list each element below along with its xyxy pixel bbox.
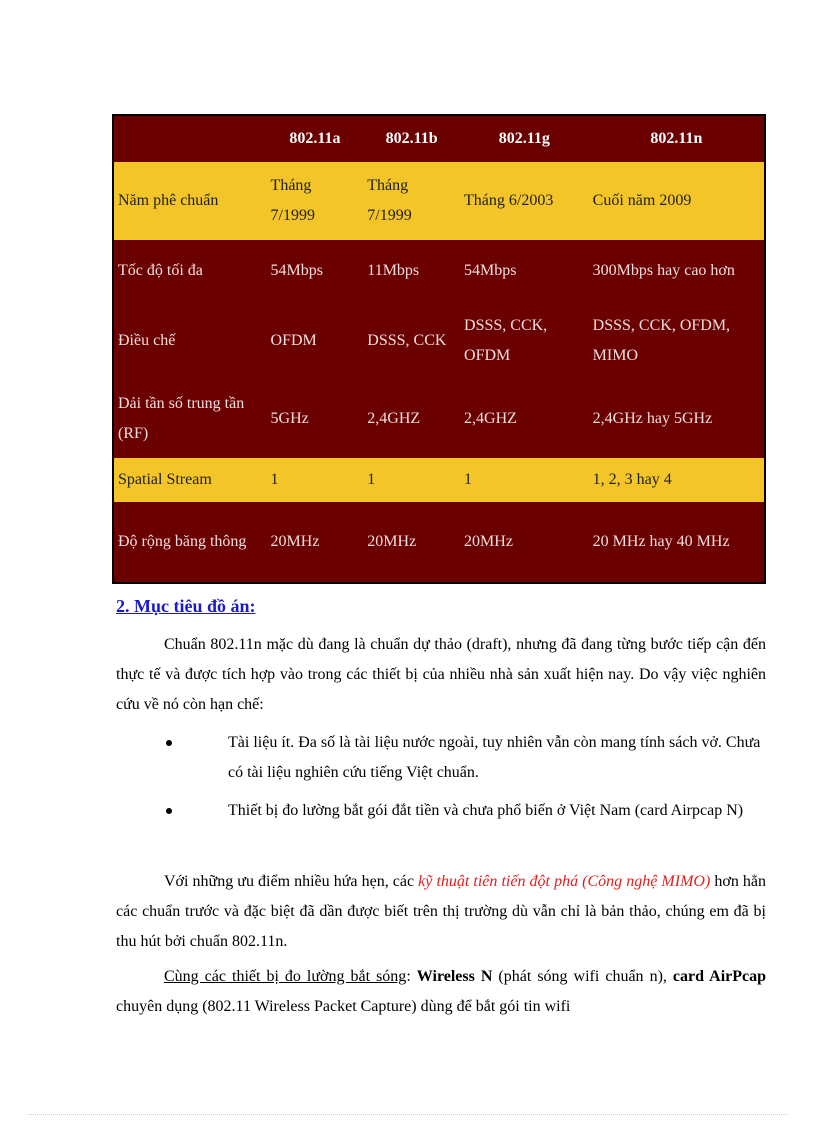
underlined-text: Cùng các thiết bị đo lường bắt sóng	[164, 968, 407, 985]
table-row	[113, 458, 765, 502]
table-row	[113, 162, 765, 240]
paragraph-text: (phát sóng wifi chuẩn n),	[492, 968, 673, 985]
row-label: Năm phê chuẩn	[118, 192, 219, 209]
table-cell: 1	[270, 471, 279, 488]
table-cell: 2,4GHz hay 5GHz	[592, 410, 713, 427]
bullet-icon	[166, 740, 172, 746]
table-cell: Tháng 7/1999	[367, 177, 412, 224]
table-cell: 2,4GHZ	[464, 410, 517, 427]
table-row	[113, 240, 765, 302]
table-cell: Tháng 6/2003	[464, 192, 554, 209]
page-bottom-rule	[28, 1114, 788, 1115]
table-cell: 2,4GHZ	[367, 410, 421, 427]
bullet-icon	[166, 808, 172, 814]
table-cell: 20MHz	[270, 533, 320, 550]
table-row	[113, 502, 765, 583]
list-item-text: Thiết bị đo lường bắt gói đắt tiền và chưa phổ biến ở Việt Nam (card Airpcap N)	[228, 802, 744, 819]
table-cell: Cuối năm 2009	[592, 192, 692, 209]
table-cell: 20 MHz hay 40 MHz	[592, 533, 730, 550]
paragraph-text: chuyên dụng (802.11 Wireless Packet Capture) dùng để bắt gói tin wifi	[116, 998, 571, 1015]
header-cell: 802.11b	[385, 130, 438, 147]
wifi-standards-table	[112, 114, 766, 584]
table-cell: OFDM	[270, 332, 317, 349]
header-cell: 802.11a	[289, 130, 341, 147]
table-cell: DSSS, CCK	[367, 332, 447, 349]
list-item-text: Tài liệu ít. Đa số là tài liệu nước ngoài, tuy nhiên vẫn còn mang tính sách vở. Chưa có tài liệu nghiên cứu tiếng Việt chuẩn.	[228, 734, 761, 781]
bold-term-airpcap: card AirPcap	[672, 968, 767, 985]
paragraph-text: Với những ưu điểm nhiều hứa hẹn, các	[164, 873, 419, 890]
header-cell	[113, 115, 267, 162]
header-cell: 802.11n	[650, 130, 703, 147]
paragraph-text: hơn hẳn các chuẩn trước và đặc biệt đã dần được biết trên thị trường dù vẫn chỉ là bản thảo, chúng em đã bị thu hút bởi chuẩn 802.11n.	[116, 873, 766, 950]
table-cell: 20MHz	[464, 533, 513, 550]
table-cell: 300Mbps hay cao hơn	[592, 262, 735, 279]
table-row	[113, 302, 765, 380]
section-heading: 2. Mục tiêu đồ án:	[116, 596, 256, 616]
row-label: Dải tần số trung tần (RF)	[118, 395, 245, 442]
list-item	[116, 728, 766, 788]
table-cell: 1	[464, 471, 473, 488]
equipment-paragraph	[116, 962, 766, 1022]
bold-term-wireless-n: Wireless N	[416, 968, 493, 985]
row-label: Điều chế	[118, 332, 176, 349]
table-header-row	[113, 115, 765, 162]
header-cell: 802.11g	[498, 130, 550, 147]
row-label: Tốc độ tối đa	[118, 262, 203, 279]
row-label: Spatial Stream	[118, 471, 212, 488]
table-cell: 11Mbps	[367, 262, 420, 279]
table-cell: 5GHz	[270, 410, 309, 427]
paragraph-text: :	[406, 968, 417, 985]
table-row	[113, 380, 765, 458]
list-item	[116, 796, 766, 826]
table-cell: 54Mbps	[464, 262, 517, 279]
row-label: Độ rộng băng thông	[118, 533, 247, 550]
table-cell: DSSS, CCK, OFDM	[464, 317, 548, 364]
table-cell: 20MHz	[367, 533, 417, 550]
intro-paragraph: Chuẩn 802.11n mặc dù đang là chuẩn dự thảo (draft), nhưng đã đang từng bước tiếp cận đến thực tế và được tích hợp vào trong các thiết bị của nhiều nhà sản xuất hiện nay. Do vậy việc nghiên cứu về nó còn hạn chế:	[116, 636, 766, 713]
limitations-list	[116, 728, 766, 834]
table-cell: 1, 2, 3 hay 4	[592, 471, 672, 488]
advantages-paragraph	[116, 867, 766, 957]
table-cell: Tháng 7/1999	[270, 177, 315, 224]
highlighted-technology-text: kỹ thuật tiên tiến đột phá (Công nghệ MIMO)	[418, 873, 711, 890]
table-cell: DSSS, CCK, OFDM, MIMO	[592, 317, 731, 364]
table-cell: 54Mbps	[270, 262, 323, 279]
table-cell: 1	[367, 471, 376, 488]
